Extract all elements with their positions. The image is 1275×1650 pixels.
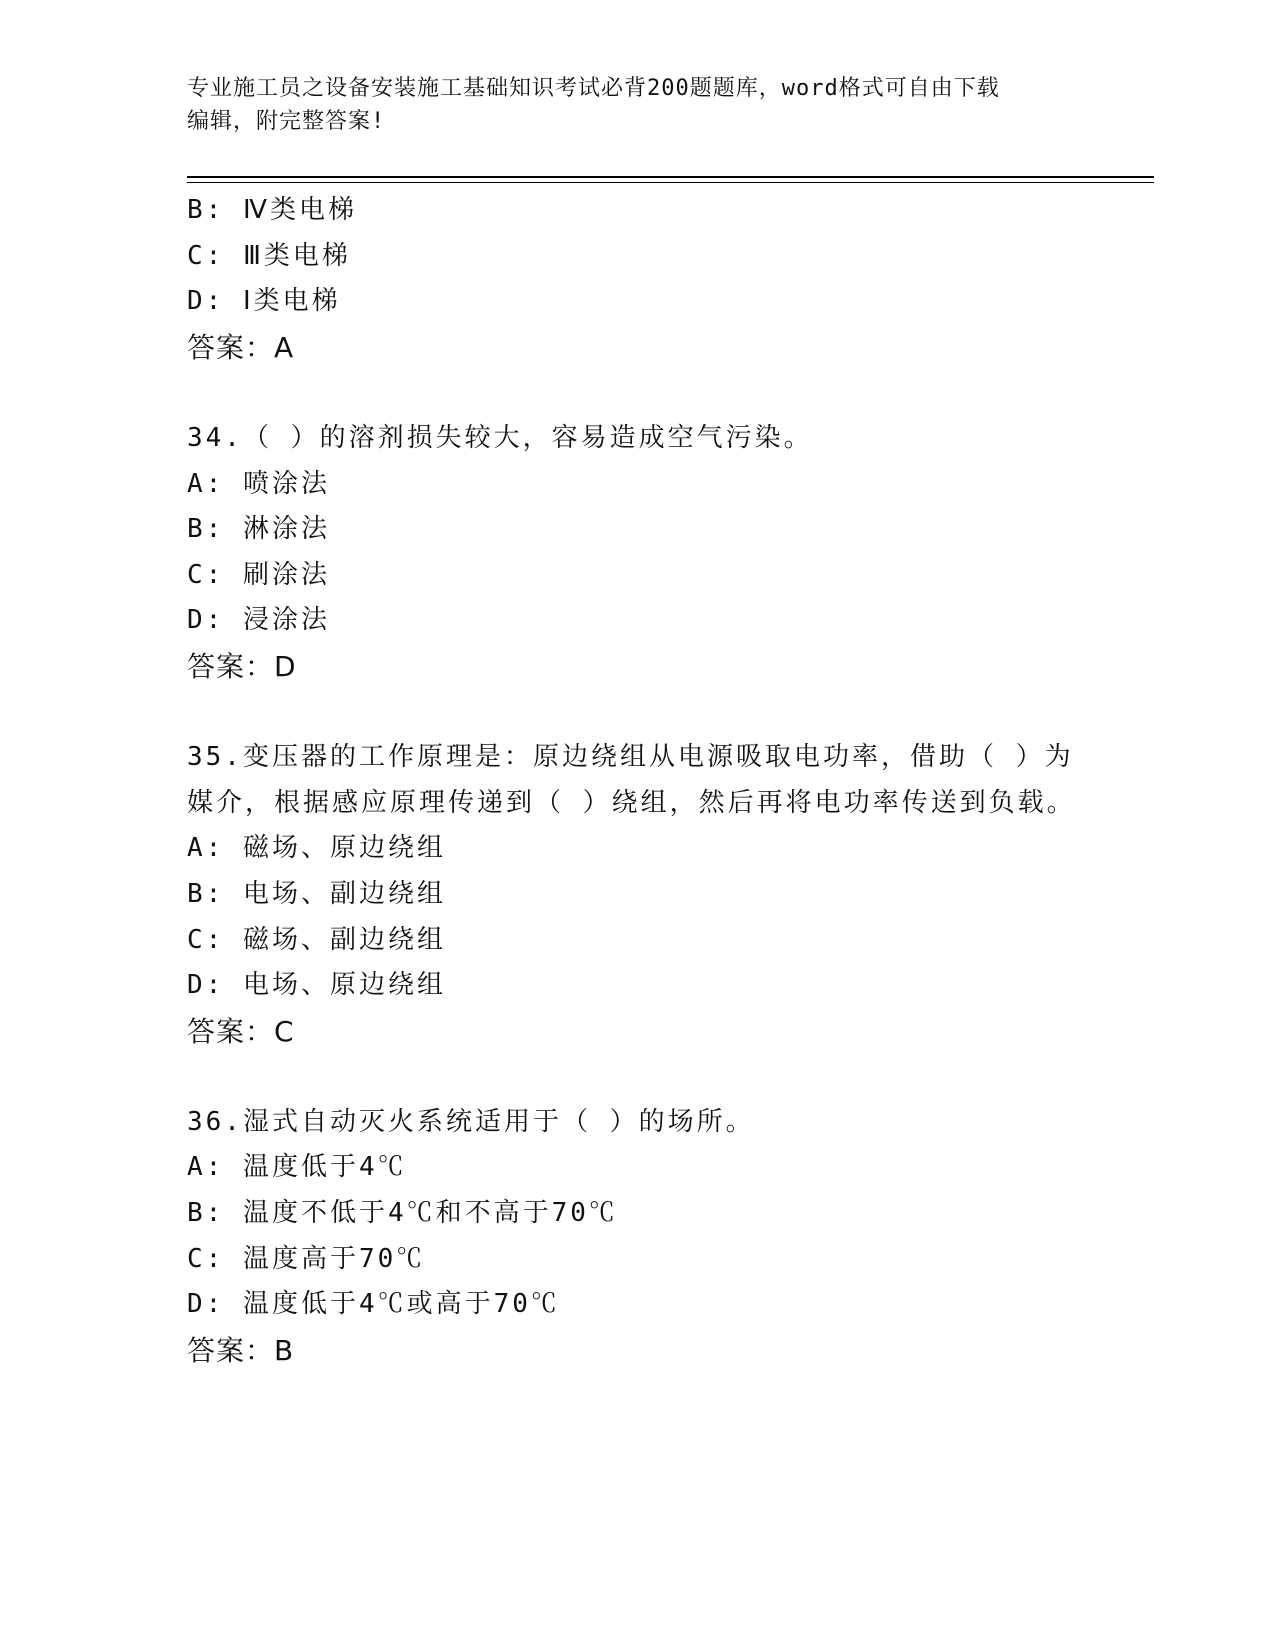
option-d: D: 浸涂法 [187, 605, 330, 636]
question-stem-line-1: 35.变压器的工作原理是：原边绕组从电源吸取电功率，借助（ ）为 [187, 742, 1074, 773]
option-b: B: 淋涂法 [187, 514, 330, 545]
option-c: C: Ⅲ类电梯 [187, 240, 351, 271]
answer-line: 答案：B [187, 1333, 295, 1367]
header-title-line-2: 编辑，附完整答案! [187, 109, 386, 134]
question-stem: 36.湿式自动灭火系统适用于（ ）的场所。 [187, 1106, 755, 1137]
option-b: B: 电场、副边绕组 [187, 878, 446, 909]
question-list [187, 188, 1137, 1373]
option-b: B: Ⅳ类电梯 [187, 195, 357, 225]
question-stem-line-2: 媒介，根据感应原理传递到（ ）绕组，然后再将电功率传送到负载。 [187, 787, 1076, 818]
document-header [187, 72, 1087, 138]
answer-line: 答案：C [187, 1014, 295, 1048]
answer-line: 答案：A [187, 330, 295, 364]
option-c: C: 刷涂法 [187, 559, 330, 590]
option-d: D: 温度低于4℃或高于70℃ [187, 1289, 560, 1320]
spacer [187, 690, 1137, 736]
option-c: C: 磁场、副边绕组 [187, 924, 446, 955]
option-b: B: 温度不低于4℃和不高于70℃ [187, 1198, 618, 1229]
option-a: A: 温度低于4℃ [187, 1152, 407, 1183]
question-34 [187, 416, 1137, 690]
header-divider-thin [187, 182, 1154, 183]
option-d: D: Ⅰ类电梯 [187, 286, 341, 317]
question-36 [187, 1100, 1137, 1374]
answer-line: 答案：D [187, 649, 297, 683]
question-33-continued [187, 188, 1137, 370]
option-a: A: 磁场、原边绕组 [187, 833, 446, 864]
header-divider-thick [187, 176, 1154, 178]
spacer [187, 1054, 1137, 1100]
option-d: D: 电场、原边绕组 [187, 970, 446, 1001]
header-title-line-1: 专业施工员之设备安装施工基础知识考试必背200题题库，word格式可自由下载 [187, 76, 1000, 101]
spacer [187, 370, 1137, 416]
question-35 [187, 735, 1137, 1054]
option-c: C: 温度高于70℃ [187, 1243, 426, 1274]
question-stem: 34.（ ）的溶剂损失较大，容易造成空气污染。 [187, 422, 813, 453]
option-a: A: 喷涂法 [187, 468, 330, 499]
